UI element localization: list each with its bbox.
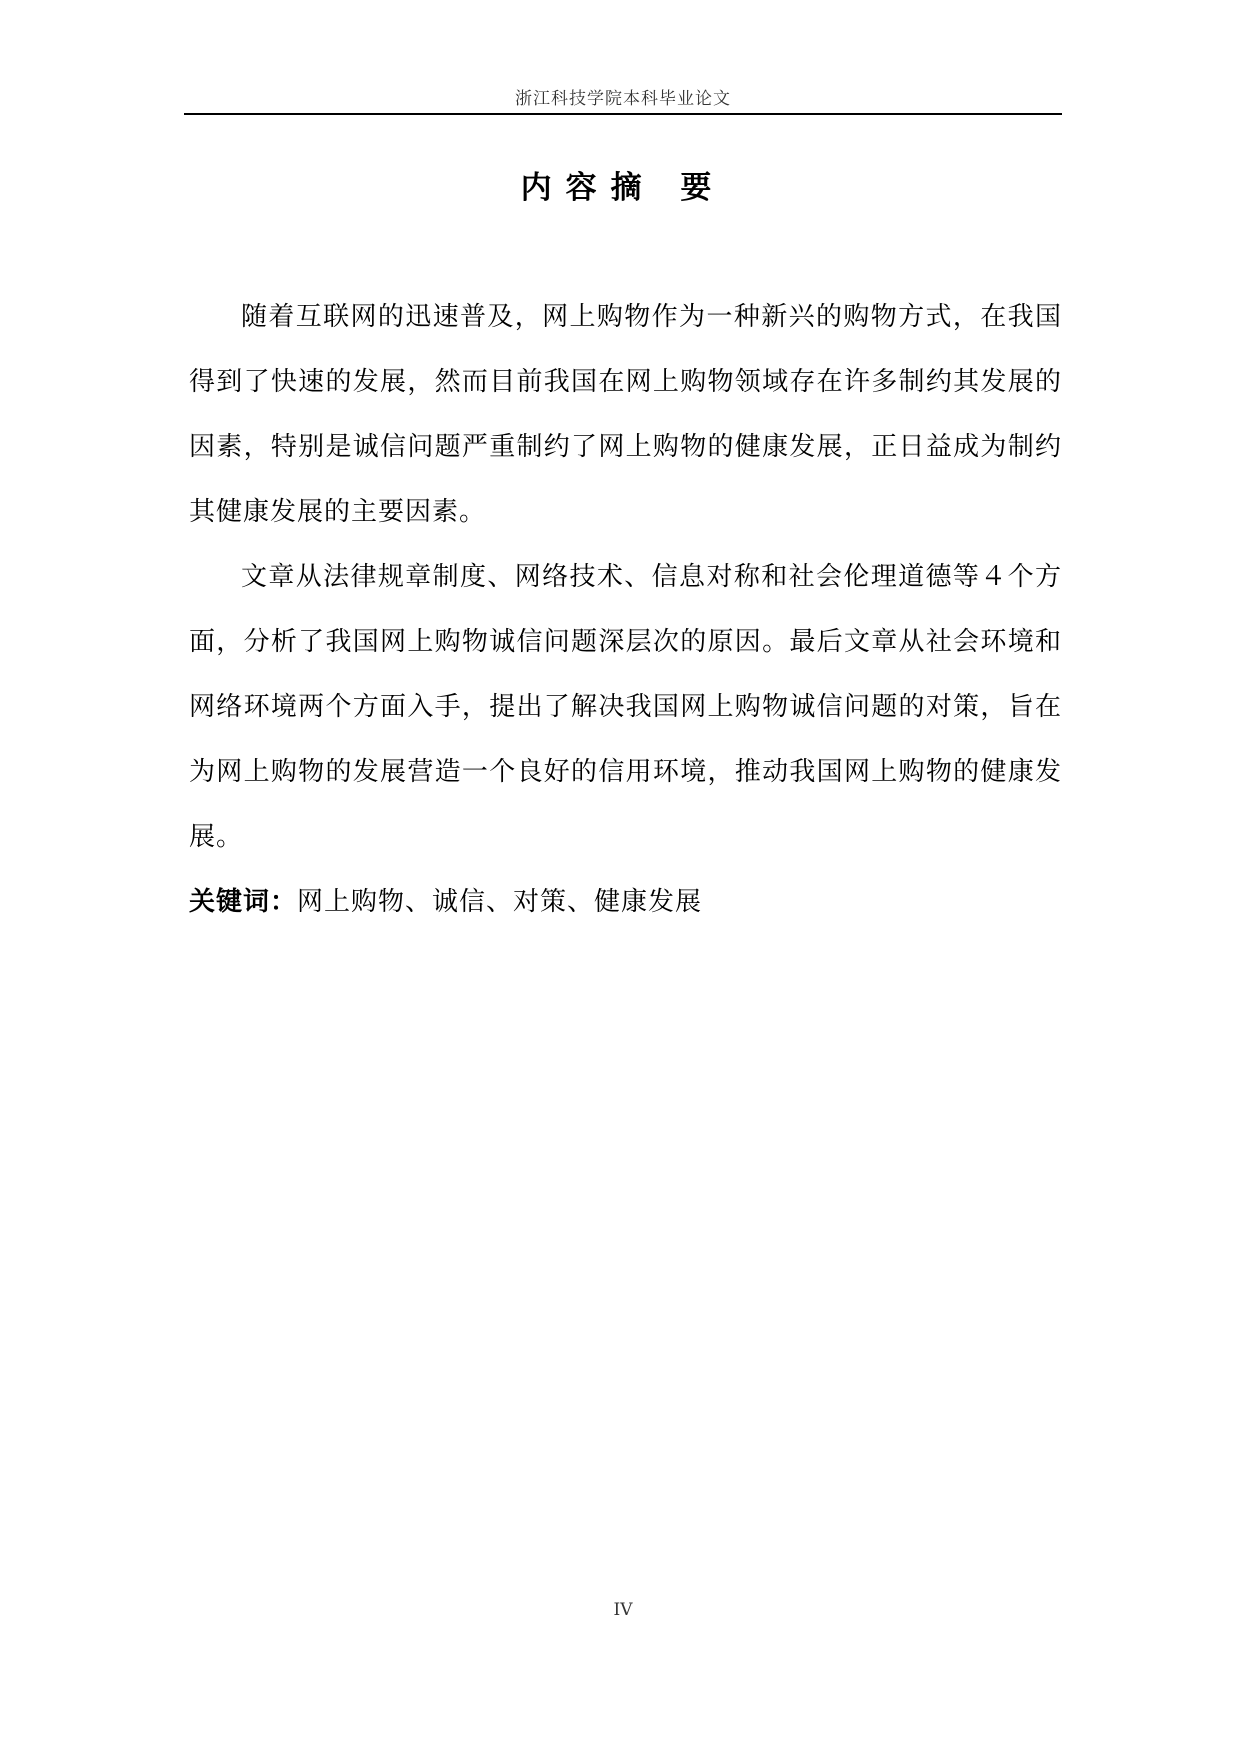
keywords-label: 关键词： <box>189 887 298 917</box>
header-divider <box>184 113 1062 115</box>
keywords-line <box>189 870 1062 935</box>
abstract-paragraph-2: 文章从法律规章制度、网络技术、信息对称和社会伦理道德等４个方面，分析了我国网上购物诚信问题深层次的原因。最后文章从社会环境和网络环境两个方面入手，提出了解决我国网上购物诚信问题的对策，旨在为网上购物的发展营造一个良好的信用环境，推动我国网上购物的健康发展。 <box>189 562 1062 852</box>
keywords-value: 网上购物、诚信、对策、健康发展 <box>297 887 703 917</box>
page-title: 内容摘 要 <box>520 170 726 206</box>
abstract-paragraph-1: 随着互联网的迅速普及，网上购物作为一种新兴的购物方式，在我国得到了快速的发展，然而目前我国在网上购物领域存在许多制约其发展的因素，特别是诚信问题严重制约了网上购物的健康发展，正日益成为制约其健康发展的主要因素。 <box>189 302 1062 527</box>
page-number: IV <box>613 1600 633 1620</box>
page-header: 浙江科技学院本科毕业论文 <box>515 89 731 109</box>
abstract-body <box>189 285 1062 935</box>
